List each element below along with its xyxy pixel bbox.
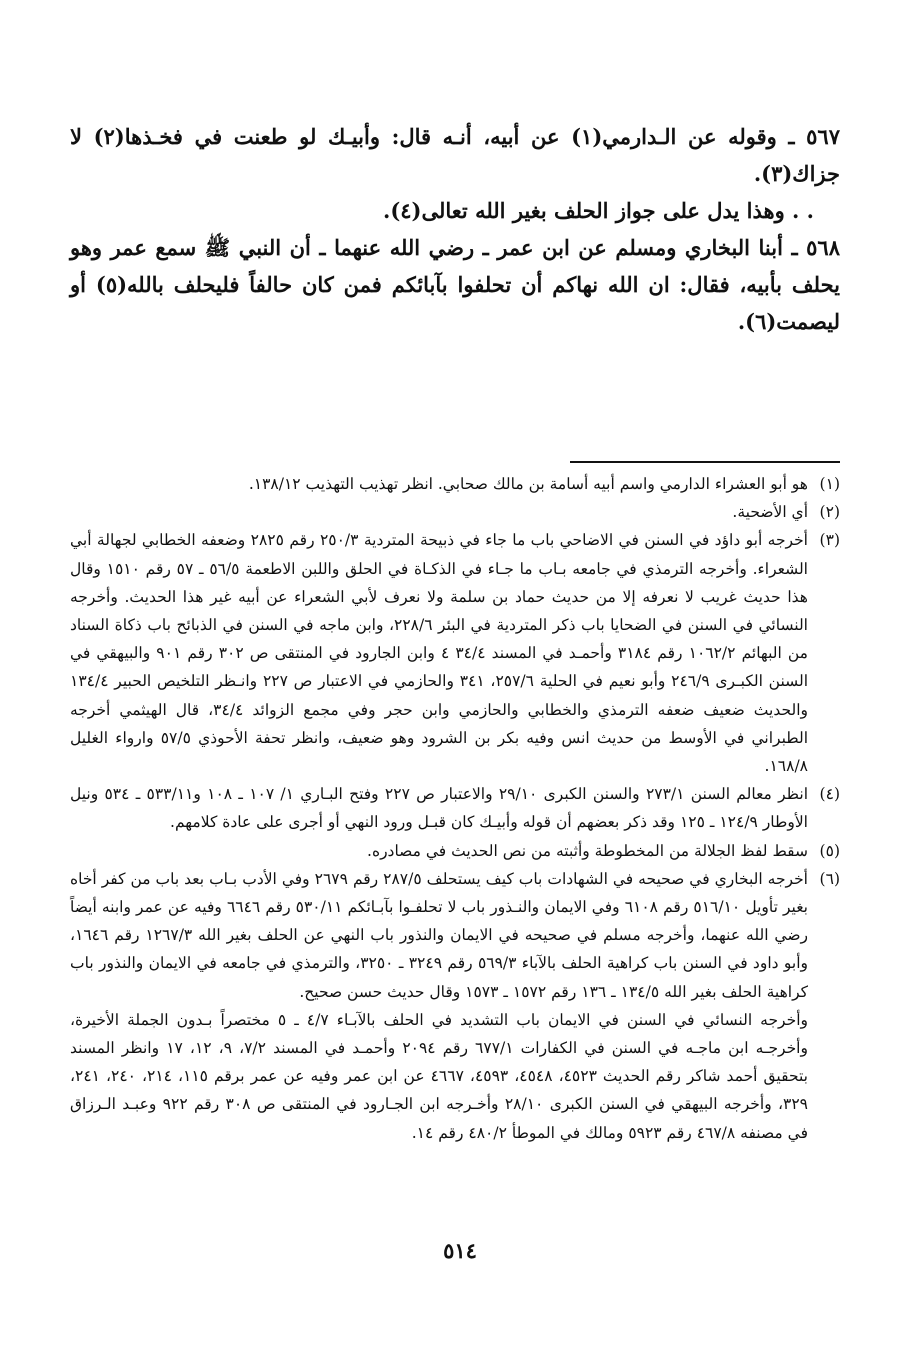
footnote-number: (٥) — [819, 841, 840, 860]
footnote-number: (١) — [819, 475, 840, 493]
footnote-5 — [70, 837, 840, 865]
main-text — [70, 118, 840, 340]
footnote-1 — [70, 470, 840, 498]
footnote-text: سقط لفظ الجلالة من المخطوطة وأثبته من نص الحديث في مصادره. — [367, 841, 808, 860]
page-body — [70, 118, 840, 1142]
footnote-number: (٣) — [819, 531, 840, 550]
footnote-3 — [70, 526, 840, 780]
page-number: ٥١٤ — [443, 1238, 477, 1263]
footnote-text: انظر معالم السنن ٢٧٣/١ والسنن الكبرى ٢٩/١٠ والاعتبار ص ٢٢٧ وفتح البـاري ١/ ١٠٧ ـ ١٠٨ و٥٣٣/١١ ـ ٥٣٤ ونيل الأوطار ١٢٤/٩ ـ ١٢٥ وقد ذكر بعضهم أن قوله وأبيـك كان قبـل ورود النهي أو أجرى على عادة كلامهم. — [70, 785, 808, 832]
footnote-text: أي الأضحية. — [732, 503, 808, 522]
hadith-568: ٥٦٨ ـ أبنا البخاري ومسلم عن ابن عمر ـ رضي الله عنهما ـ أن النبي ﷺ سمع عمر وهو يحلف بأبيه، فقال: ان الله نهاكم أن تحلفوا بآبائكم فمن كان حالفاً فليحلف بالله(٥) أو ليصمت(٦). — [70, 235, 840, 334]
footnote-text: هو أبو العشراء الدارمي واسم أبيه أسامة بن مالك صحابي. انظر تهذيب التهذيب ١٣٨/١٢. — [248, 475, 808, 493]
footnote-separator — [570, 461, 840, 463]
footnote-number: (٦) — [819, 869, 840, 888]
footnotes — [70, 470, 840, 1147]
footnote-2 — [70, 498, 840, 526]
footnote-6-continued — [70, 1006, 840, 1147]
footnote-number: (٢) — [819, 503, 840, 522]
footnote-text: أخرجه البخاري في صحيحه في الشهادات باب كيف يستحلف ٢٨٧/٥ رقم ٢٦٧٩ وفي الأدب بـاب بعد باب من كفر أخاه بغير تأويل ٥١٦/١٠ رقم ٦١٠٨ وفي الايمان والنـذور باب لا تحلفـوا بآبـائكم ٥٣٠/١١ رقم ٦٦٤٦ وفيه عن عمر وابنه أيضاً رضي الله عنهما، وأخرجه مسلم في صحيحه في الايمان والنذور باب النهي عن الحلف بغير الله ١٢٦٧/٣ رقم ١٦٤٦، وأبو داود في السنن باب كراهية الحلف بالآباء ٥٦٩/٣ رقم ٣٢٤٩ ـ ٣٢٥٠، والترمذي في جامعه في الايمان والنذور باب كراهية الحلف بغير الله ١٣٤/٥ ـ ١٣٦ رقم ١٥٧٢ ـ ١٥٧٣ وقال حديث حسن صحيح. — [70, 869, 808, 1001]
footnote-text: أخرجه أبو داؤد في السنن في الاضاحي باب ما جاء في ذبيحة المتردية ٢٥٠/٣ رقم ٢٨٢٥ وضعفه الخطابي لجهالة أبي الشعراء. وأخرجه الترمذي في جامعه بـاب ما جـاء في الذكـاة في الحلق واللبن الاطعمة ٥٦/٥ ـ ٥٧ رقم ١٥١٠ وقال هذا حديث غريب لا نعرفه إلا من حديث حماد بن سلمة ولا نعرف لأبي الشعراء عن أبيه غير هذا الحديث. وأخرجه النسائي في السنن في الضحايا باب ذكر المتردية في البئر ٢٢٨/٦، وابن ماجه في السنن في الذبائح باب ذكاة السناد من البهائم ١٠٦٢/٢ رقم ٣١٨٤ وأحمـد في المسند ٣٤/٤ ٤ وابن الجارود في المنتقى ص ٣٠٢ رقم ٩٠١ والبيهقي في السنن الكبـرى ٢٤٦/٩ وأبو نعيم في الحلية ٢٥٧/٦، ٣٤١ والحازمي في الاعتبار ص ٢٢٧ وانـظر التلخيص الحبير ١٣٤/٤ والحديث ضعيف ضعفه الترمذي والخطابي والحازمي وابن حجر وفي مجمع الزوائد ٣٤/٤، قال الهيثمي أخرجه الطبراني في الأوسط من حديث انس وفيه بكر بن الشرود وهو ضعيف، وانظر تحفة الأحوذي ٥٧/٥ وارواء الغليل ١٦٨/٨. — [70, 531, 809, 776]
footnote-6 — [70, 865, 840, 1006]
hadith-567: ٥٦٧ ـ وقوله عن الـدارمي(١) عن أبيه، أنـه قال: وأبيـك لو طعنت في فخـذها(٢) لا جزاك(٣). — [70, 124, 840, 186]
footnote-4 — [70, 780, 840, 836]
footnote-number: (٤) — [819, 785, 840, 804]
footnote-text: وأخرجه النسائي في السنن في الايمان باب التشديد في الحلف بالآبـاء ٤/٧ ـ ٥ مختصراً بـدون الجملة الأخيرة، وأخرجـه ابن ماجـه في السنن في الكفارات ٦٧٧/١ رقم ٢٠٩٤ وأحمـد في المسند ٧/٢، ٩، ١٢، ١٧ وانظر المسند بتحقيق أحمد شاكر رقم الحديث ٤٥٢٣، ٤٥٤٨، ٤٥٩٣، ٤٦٦٧ عن ابن عمر وفيه عن عمر برقم ١١٥، ٢١٤، ٢٤٠، ٢٤١، ٣٢٩، وأخرجه البيهقي في السنن الكبرى ٢٨/١٠ وأخـرجه ابن الجـارود في المنتقى ص ٣٠٨ رقم ٩٢٢ وعبـد الـرزاق في مصنفه ٤٦٧/٨ رقم ٥٩٢٣ ومالك في الموطأ ٤٨٠/٢ رقم ١٤. — [70, 1010, 808, 1142]
commentary-line: . . وهذا يدل على جواز الحلف بغير الله تعالى(٤). — [383, 198, 814, 223]
